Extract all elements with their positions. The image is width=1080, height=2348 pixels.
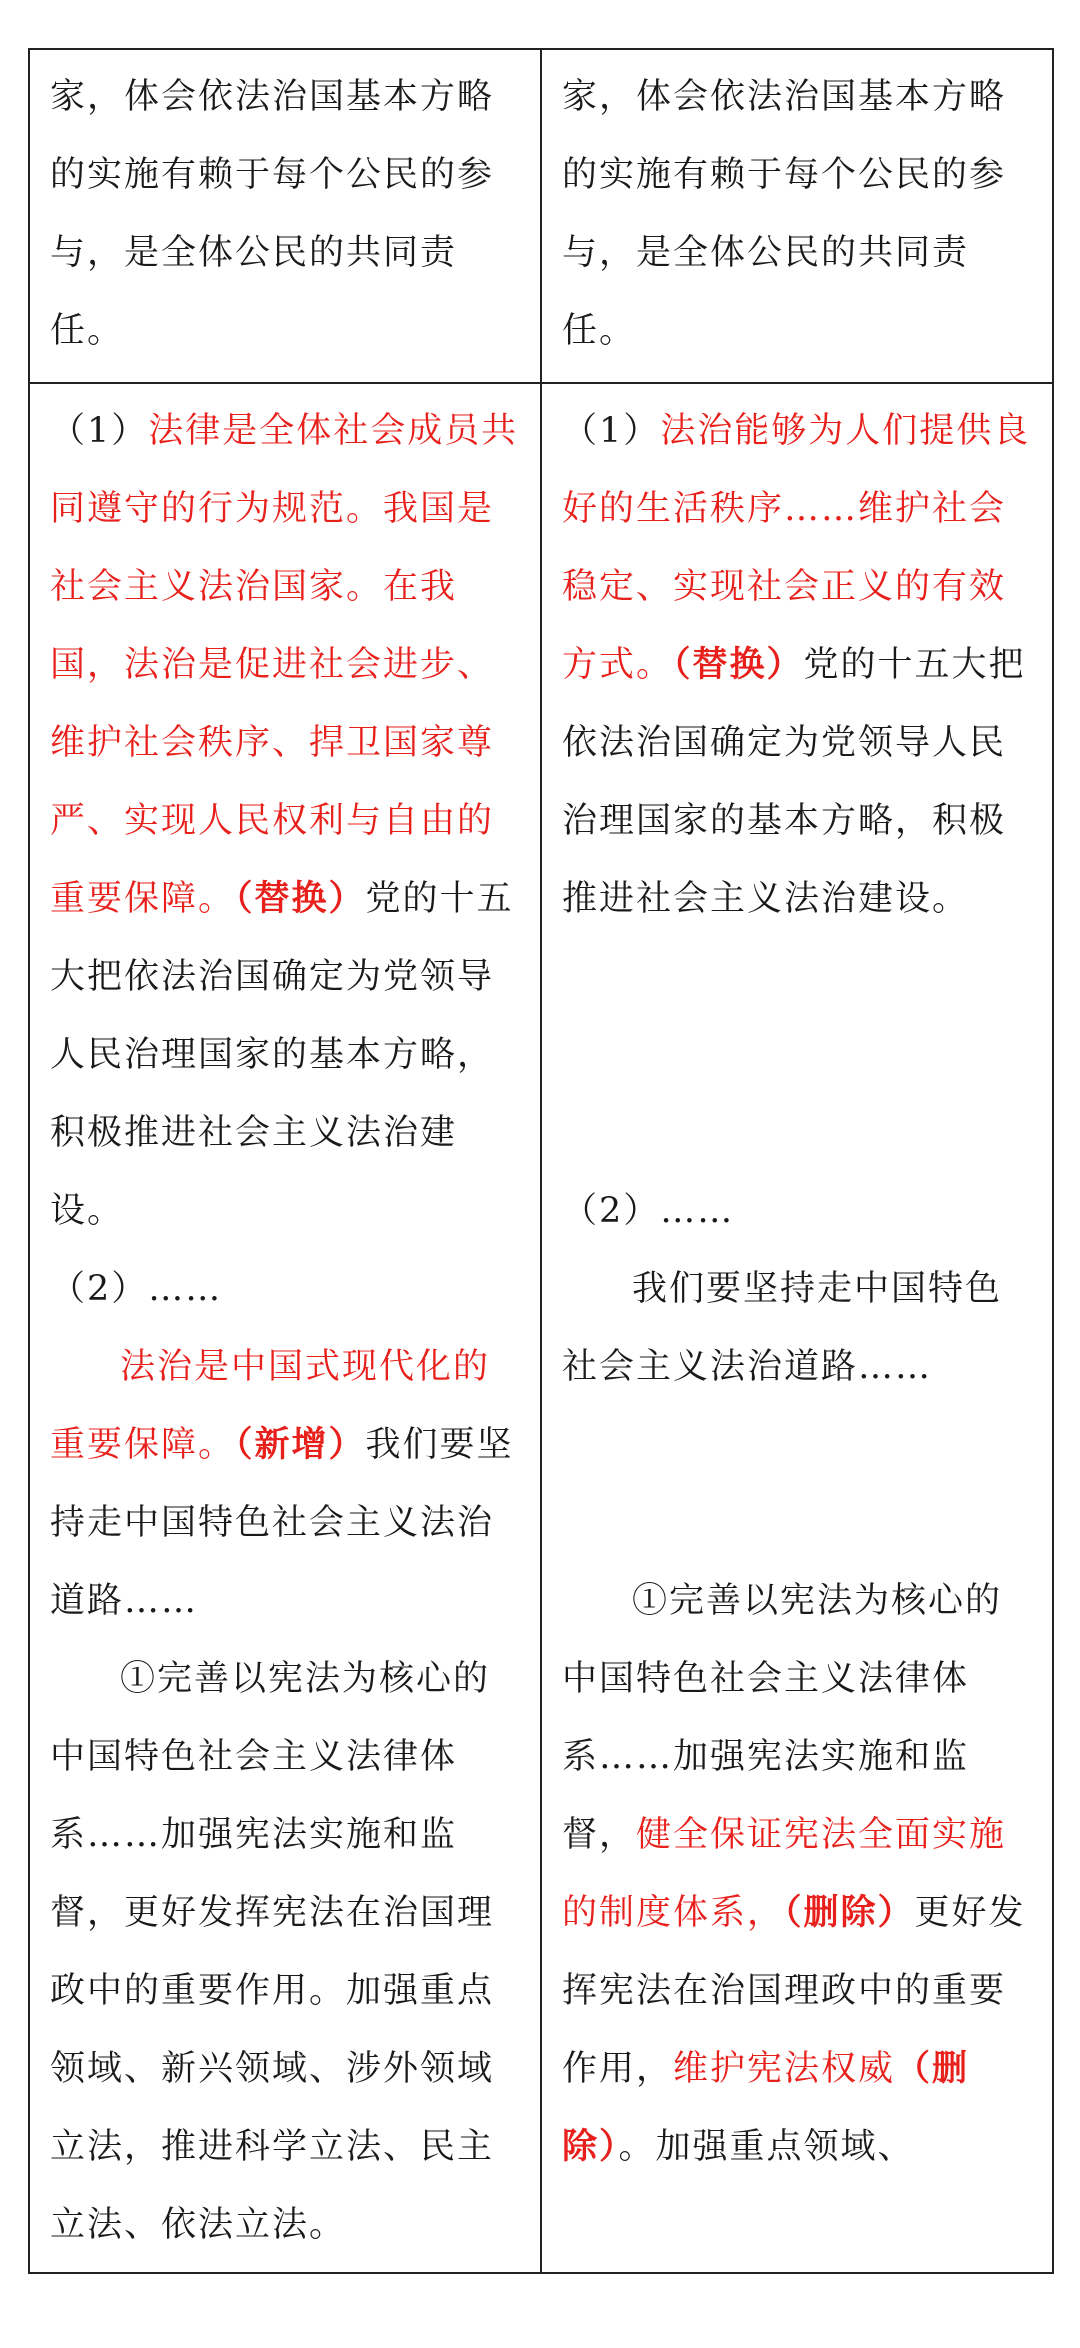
spacer xyxy=(562,1016,1034,1094)
cell-left-main xyxy=(29,383,541,2273)
spacer xyxy=(562,938,1034,1016)
highlighted-text: 法治能够为人们提供良好的生活秩序……维护社会稳定、实现社会正义的有效方式。 xyxy=(562,411,1031,685)
highlighted-text: 法律是全体社会成员共同遵守的行为规范。我国是社会主义法治国家。在我国，法治是促进社会进步、维护社会秩序、捍卫国家尊严、实现人民权利与自由的重要保障。 xyxy=(50,411,519,919)
item-number: （1） xyxy=(562,411,661,451)
cell-left-top xyxy=(29,49,541,383)
paragraph-1 xyxy=(562,392,1034,938)
spacer xyxy=(562,1094,1034,1172)
revision-tag: （替换） xyxy=(235,878,366,919)
cell-right-top xyxy=(541,49,1053,383)
paragraph: 家，体会依法治国基本方略的实施有赖于每个公民的参与，是全体公民的共同责任。 xyxy=(50,77,495,351)
paragraph-3 xyxy=(50,1328,522,1640)
spacer xyxy=(562,1406,1034,1484)
paragraph-4: ①完善以宪法为核心的中国特色社会主义法律体系……加强宪法实施和监督，更好发挥宪法在治国理政中的重要作用。加强重点领域、新兴领域、涉外领域立法，推进科学立法、民主立法、依法立法。 xyxy=(50,1659,495,2245)
paragraph-1 xyxy=(50,392,522,1250)
body-text: 党的十五大把依法治国确定为党领导人民治理国家的基本方略，积极推进社会主义法治建设。 xyxy=(50,879,514,1231)
highlighted-text: 法治是中国式现代化的重要保障。 xyxy=(50,1347,491,1465)
body-text: 更好发挥宪法在治国理政中的重要作用， xyxy=(562,1893,1026,2089)
body-text: 党的十五大把依法治国确定为党领导人民治理国家的基本方略，积极推进社会主义法治建设。 xyxy=(562,645,1026,919)
item-number: （1） xyxy=(50,411,149,451)
revision-tag: （新增） xyxy=(235,1424,366,1465)
cell-right-main xyxy=(541,383,1053,2273)
paragraph-4 xyxy=(562,1562,1034,2186)
spacer xyxy=(562,1484,1034,1562)
paragraph-2: （2）…… xyxy=(50,1269,223,1309)
revision-tag: （删除） xyxy=(562,2048,970,2167)
revision-tag: （删除） xyxy=(784,1892,915,1933)
body-text: 。加强重点领域、 xyxy=(618,2127,915,2167)
paragraph: 家，体会依法治国基本方略的实施有赖于每个公民的参与，是全体公民的共同责任。 xyxy=(562,77,1007,351)
table-row xyxy=(29,383,1053,2273)
body-text: ①完善以宪法为核心的中国特色社会主义法律体系……加强宪法实施和监督， xyxy=(562,1581,1003,1855)
table-row xyxy=(29,49,1053,383)
paragraph-2: （2）…… xyxy=(562,1191,735,1231)
revision-tag: （替换） xyxy=(673,644,804,685)
comparison-table xyxy=(28,48,1054,2274)
body-text: 我们要坚持走中国特色社会主义法治道路…… xyxy=(50,1425,514,1621)
paragraph-3: 我们要坚持走中国特色社会主义法治道路…… xyxy=(562,1269,1003,1387)
highlighted-text: 健全保证宪法全面实施的制度体系， xyxy=(562,1815,1007,1933)
highlighted-text: 维护宪法权威 xyxy=(673,2049,896,2089)
